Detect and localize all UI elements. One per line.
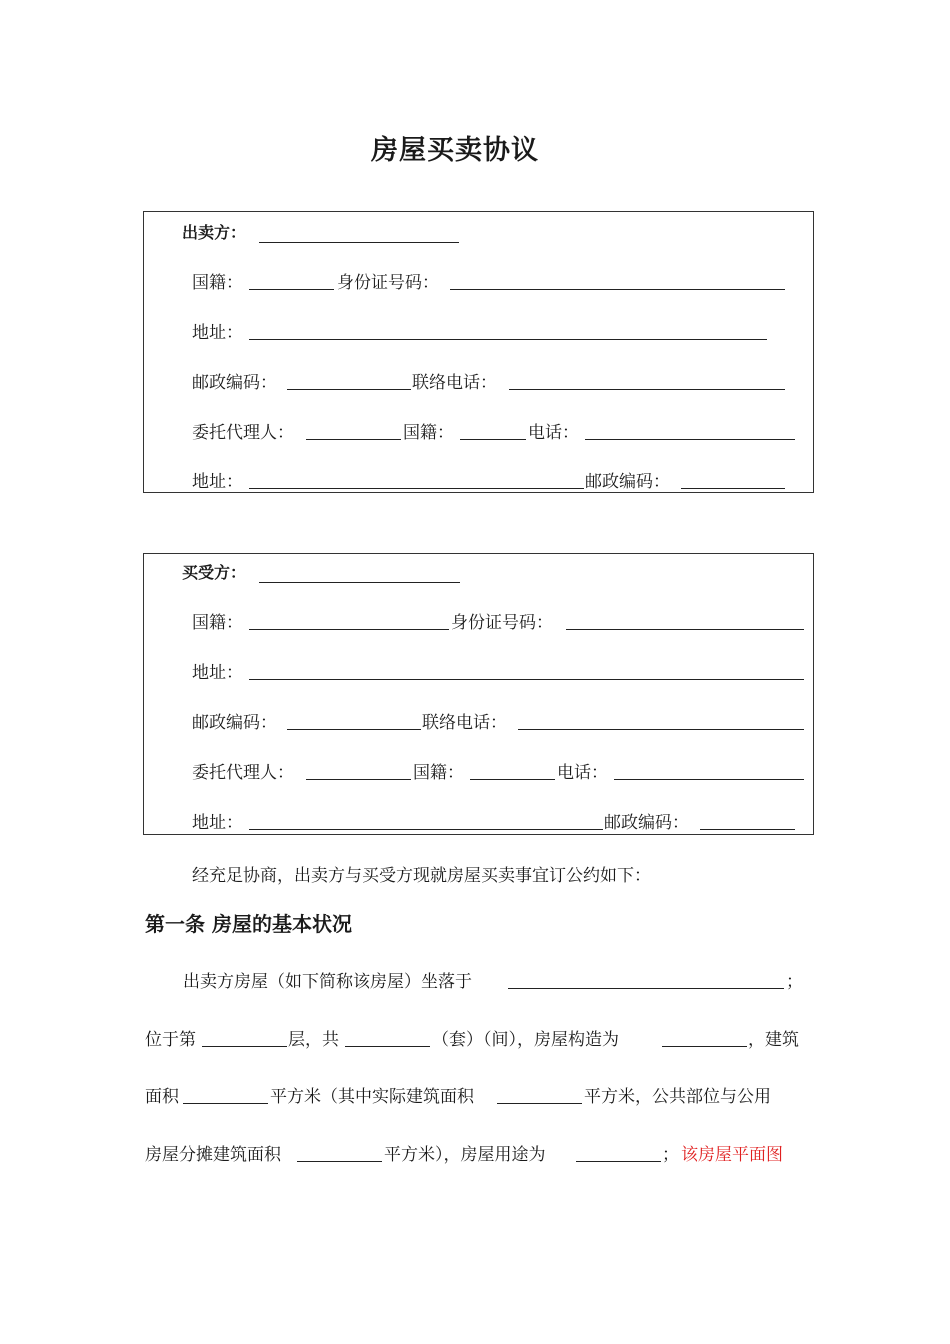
seller-agent-postcode-label: 邮政编码： [585,472,670,492]
usage-label: 平方米），房屋用途为 [384,1145,546,1165]
seller-phone-label: 联络电话： [412,373,497,393]
seller-agent-nationality-blank[interactable] [460,439,526,440]
structure-label: （套）（间），房屋构造为 [432,1030,619,1050]
article-1-line-2 [0,1025,950,1051]
seller-nationality-label: 国籍： [192,273,243,293]
article-1-line-3 [0,1082,950,1108]
buyer-agent-postcode-blank[interactable] [700,829,795,830]
seller-address-label: 地址： [192,323,243,343]
floor-plan-note: 该房屋平面图 [681,1145,783,1165]
line-4-separator: ； [662,1145,679,1165]
buyer-agent-postcode-label: 邮政编码： [604,813,689,833]
floor-label: 位于第 [145,1030,196,1050]
actual-area-blank[interactable] [497,1103,582,1104]
seller-postcode-blank[interactable] [287,389,411,390]
buyer-postcode-blank[interactable] [287,729,421,730]
seller-agent-label: 委托代理人： [192,423,294,443]
seller-agent-phone-label: 电话： [528,423,579,443]
buyer-postcode-label: 邮政编码： [192,713,277,733]
buyer-agent-address-label: 地址： [192,813,243,833]
buyer-phone-label: 联络电话： [422,713,507,733]
article-1-heading: 第一条 房屋的基本状况 [145,912,352,936]
seller-nationality-blank[interactable] [249,289,334,290]
buyer-heading: 买受方： [182,563,247,582]
location-blank[interactable] [508,988,784,989]
seller-id-blank[interactable] [450,289,785,290]
buyer-address-label: 地址： [192,663,243,683]
shared-area-blank[interactable] [297,1161,382,1162]
article-1-line-1 [0,967,950,993]
floor-blank[interactable] [202,1046,287,1047]
seller-agent-nationality-label: 国籍： [403,423,454,443]
buyer-phone-blank[interactable] [518,729,804,730]
document-title: 房屋买卖协议 [371,135,539,166]
seller-agent-address-blank[interactable] [249,488,584,489]
buyer-id-blank[interactable] [566,629,804,630]
seller-info-box [143,211,814,493]
seller-agent-blank[interactable] [306,439,401,440]
buyer-agent-address-blank[interactable] [249,829,603,830]
buyer-nationality-label: 国籍： [192,613,243,633]
intro-paragraph: 经充足协商，出卖方与买受方现就房屋买卖事宜订公约如下： [192,866,651,886]
seller-address-blank[interactable] [249,339,767,340]
seller-agent-phone-blank[interactable] [585,439,795,440]
seller-phone-blank[interactable] [509,389,785,390]
shared-area-label: 房屋分摊建筑面积 [145,1145,281,1165]
line-1-end: ； [786,972,803,992]
building-label: ，建筑 [748,1030,799,1050]
buyer-agent-label: 委托代理人： [192,763,294,783]
seller-id-label: 身份证号码： [337,273,439,293]
article-1-line-4 [0,1140,950,1166]
location-label: 出卖方房屋（如下简称该房屋）坐落于 [183,972,472,992]
seller-postcode-label: 邮政编码： [192,373,277,393]
structure-blank[interactable] [662,1046,747,1047]
total-label: 层，共 [288,1030,339,1050]
seller-agent-postcode-blank[interactable] [681,488,785,489]
buyer-nationality-blank[interactable] [249,629,449,630]
buyer-agent-phone-label: 电话： [557,763,608,783]
buyer-id-label: 身份证号码： [451,613,553,633]
seller-agent-address-label: 地址： [192,472,243,492]
buyer-agent-blank[interactable] [306,779,411,780]
buyer-name-blank[interactable] [259,582,460,583]
units-blank[interactable] [345,1046,430,1047]
buyer-info-box [143,553,814,835]
actual-area-label: 平方米（其中实际建筑面积 [270,1087,474,1107]
buyer-address-blank[interactable] [249,679,804,680]
public-area-label: 平方米，公共部位与公用 [584,1087,771,1107]
seller-name-blank[interactable] [259,242,459,243]
buyer-agent-nationality-blank[interactable] [470,779,555,780]
seller-heading: 出卖方： [182,223,247,242]
usage-blank[interactable] [576,1161,661,1162]
buyer-agent-phone-blank[interactable] [614,779,804,780]
area-blank[interactable] [183,1103,268,1104]
buyer-agent-nationality-label: 国籍： [413,763,464,783]
area-label: 面积 [145,1087,179,1107]
